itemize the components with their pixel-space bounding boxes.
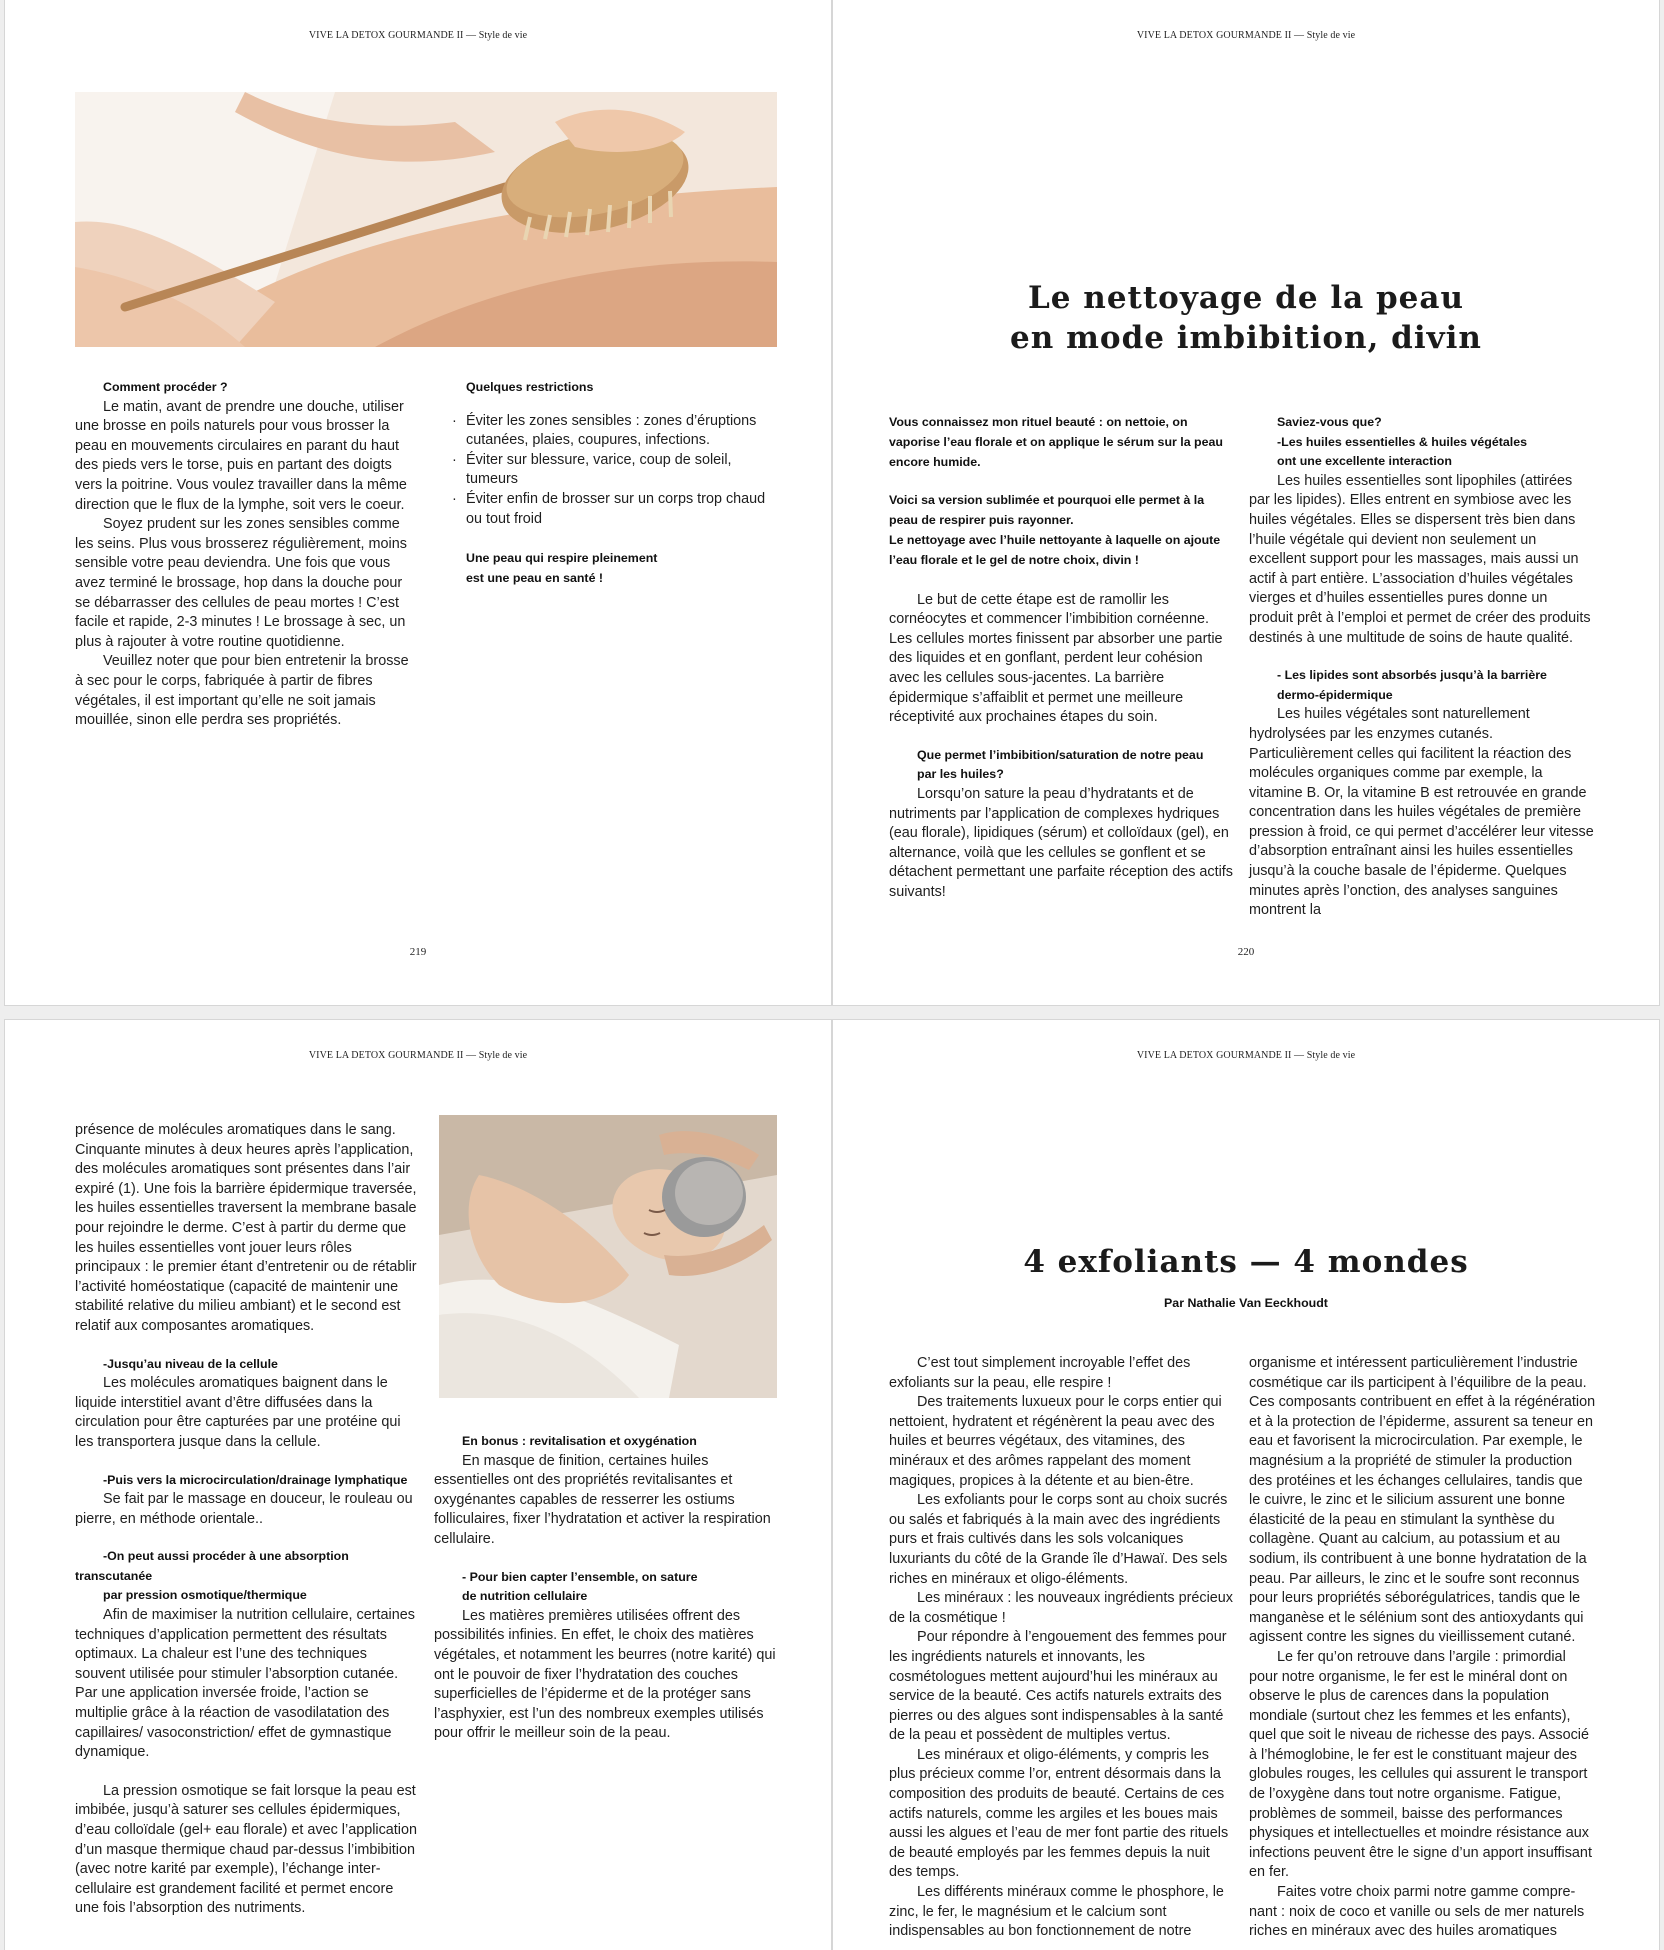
- section-heading: ont une excellente interaction: [1277, 454, 1452, 469]
- tagline: est une peau en santé !: [466, 570, 604, 585]
- intro-text: Vous connaissez mon rituel beauté : on nettoie, on vaporise l’eau florale et on applique le sérum sur la peau encore humide.: [889, 415, 1223, 469]
- tagline: Une peau qui respire pleinement: [466, 551, 658, 566]
- paragraph: Les huiles essentielles sont lipophiles (attirées par les lipides). Elles entrent en symbiose avec les huiles végétales. Elles se dispersent très bien dans l’huile végétale qui devient non seulement un excellent support pour les massages, mais aussi un actif à part entière. L’association d’huiles végétales vierges et d’huiles essentielles pures donne un produit prêt à l’emploi et permet de créer des produits destinés à une multitude de soins de haute qualité.: [1249, 472, 1591, 646]
- title-line: Le nettoyage de la peau: [1027, 280, 1465, 316]
- left-column: [889, 1354, 1235, 1942]
- page-title: 4 exfoliants — 4 mondes: [1023, 1244, 1469, 1280]
- section-heading: par les huiles?: [917, 767, 1004, 782]
- list-item: · Éviter sur blessure, varice, coup de soleil, tumeurs: [456, 451, 780, 490]
- paragraph: organisme et intéressent particulièrement l’industrie cosmétique car ils participent à l’équilibre de la peau. Ces composants contribuent en effet à la régénération et à la protection de l’épiderme, assurent sa teneur en eau et favorisent la microcirculation. Par exemple, le magnésium a la propriété de stimuler la production des protéines et les échanges cellulaires, tandis que le cuivre, le zinc et le silicium assurent une bonne élasticité de la peau en stimulant la synthèse du collagène. Quant au calcium, au potassium et au sodium, ils contribuent à une bonne hydratation de la peau. Par ailleurs, le zinc et le soufre sont reconnus pour leurs propriétés séborégulatrices, tandis que le manganèse et le sélénium sont des antioxydants qui agissent contre les signes du vieillissement cutané.: [1249, 1355, 1596, 1646]
- section-heading: Quelques restrictions: [466, 380, 594, 394]
- page-title: [833, 278, 1659, 358]
- list-item: · Éviter les zones sensibles : zones d’éruptions cutanées, plaies, coupures, infections.: [456, 412, 780, 451]
- page-number: 220: [1237, 946, 1255, 958]
- page-221: [5, 1020, 831, 1950]
- running-head: VIVE LA DETOX GOURMANDE II — Style de vie: [308, 30, 528, 41]
- paragraph: Les minéraux et oligo-éléments, y compris les plus précieux comme l’or, entrent désormais dans la composition des produits de beauté. Certains de ces actifs naturels, comme les argiles et les boues mais aussi les algues et l’eau de mer font partie des rituels de beauté employés par les femmes depuis la nuit des temps.: [889, 1746, 1229, 1881]
- page-222: [833, 1020, 1659, 1950]
- right-column: [434, 1432, 780, 1744]
- paragraph: Lorsqu’on sature la peau d’hydratants et de nutriments par l’application de complexes hydriques (eau florale), lipidiques (sérum) et colloïdaux (gel), en alternance, voilà que les cellules se gonflent et se détachent permettant une parfaite réception des actifs suivants!: [889, 785, 1233, 900]
- paragraph: Les différents minéraux comme le phosphore, le zinc, le fer, le magnésium et le calcium sont indispensables au bon fonctionnement de notre: [889, 1884, 1224, 1940]
- running-head: VIVE LA DETOX GOURMANDE II — Style de vie: [1136, 30, 1356, 41]
- section-heading: dermo-épidermique: [1277, 687, 1393, 702]
- section-heading: -Les huiles essentielles & huiles végétales: [1277, 434, 1527, 449]
- section-heading: -Puis vers la microcirculation/drainage lymphatique: [103, 1472, 408, 1487]
- paragraph: Soyez prudent sur les zones sensibles comme les seins. Plus vous brosserez régulièrement, moins sensible votre peau deviendra. Une fois que vous avez terminé le brossage, hop dans la douche pour se débarrasser des cellules de peau mortes ! C’est facile et rapide, 2-3 minutes ! Le brossage à sec, un plus à rajouter à votre routine quotidienne.: [75, 516, 407, 650]
- byline: Par Nathalie Van Eeckhoudt: [1164, 1296, 1328, 1310]
- left-column: [889, 413, 1235, 902]
- dry-brush-photo: [75, 92, 777, 347]
- section-heading: En bonus : revitalisation et oxygénation: [462, 1434, 697, 1448]
- paragraph: C’est tout simplement incroyable l’effet des exfoliants sur la peau, elle respire !: [889, 1355, 1191, 1391]
- page-number: 219: [409, 946, 427, 958]
- paragraph: Des traitements luxueux pour le corps entier qui nettoient, hydratent et régénèrent la peau avec des huiles et beurres végétaux, des vitamines, des minéraux et des arômes rappelant des moment magiques, propices à la détente et au bien-être.: [889, 1394, 1222, 1489]
- section-heading: Que permet l’imbibition/saturation de notre peau: [917, 747, 1204, 762]
- section-heading: - Pour bien capter l’ensemble, on sature: [462, 1569, 698, 1584]
- paragraph: Les minéraux : les nouveaux ingrédients précieux de la cosmétique !: [889, 1590, 1233, 1626]
- section-heading: Saviez-vous que?: [1277, 415, 1382, 429]
- paragraph: Le but de cette étape est de ramollir les cornéocytes et commencer l’imbibition cornéenne. Les cellules mortes finissent par absorber une partie des liquides et en gonflant, perdent leur cohésion avec les cellules sous-jacentes. La barrière épidermique s’affaiblit et permet une meilleure réceptivité aux prochaines étapes du soin.: [889, 591, 1223, 726]
- paragraph: Les molécules aromatiques baignent dans le liquide interstitiel avant d’être diffusées dans la circulation pour être capturées par une protéine qui les transportera jusque dans la cellule.: [75, 1375, 401, 1450]
- section-heading: de nutrition cellulaire: [462, 1589, 588, 1604]
- title-line: en mode imbibition, divin: [1010, 320, 1482, 356]
- paragraph: présence de molécules aromatiques dans le sang. Cinquante minutes à deux heures après l’application, des molécules aromatiques sont présentes dans l’air expiré (1). Une fois la barrière épidermique traversée, les huiles essentielles traversent la membrane basale pour rejoindre le derme. C’est à partir du derme que les huiles essentielles vont jouer leurs rôles principaux : le premier étant d’entretenir ou de rétablir l’activité homéostatique (capacité de maintenir une stabilité relative du milieu ambiant) et le second est relatif aux composantes aromatiques.: [75, 1122, 417, 1334]
- paragraph: Les huiles végétales sont naturellement hydrolysées par les enzymes cutanés. Particulièrement celles qui facilitent la réaction des molécules organiques comme par exemple, la vitamine B. Or, la vitamine B est retrouvée en grande concentration dans les huiles végétales de première pression à froid, ce qui permet d’accélérer leur vitesse d’absorption entraînant ainsi les huiles essentielles jusqu’à la couche basale de l’épiderme. Quelques minutes après l’onction, des analyses sanguines montrent la: [1249, 706, 1594, 919]
- paragraph: En masque de finition, certaines huiles essentielles ont des propriétés revitalisantes et oxygénantes capables de resserrer les ostiums folliculaires, fixer l’hydratation et activer la respiration cellulaire.: [434, 1452, 771, 1547]
- left-column: [75, 1121, 421, 1919]
- page-219: [5, 0, 831, 1005]
- paragraph: Afin de maximiser la nutrition cellulaire, certaines techniques d’application permettent des résultats optimaux. La chaleur est l’une des techniques souvent utilisée pour stimuler l’absorption cutanée. Par une application inversée froide, l’action se multiplie grâce à la réaction de vasodilatation des capillaires/ vasoconstriction/ effet de gymnastique dynamique.: [75, 1607, 415, 1761]
- page-220: [833, 0, 1659, 1005]
- section-heading: par pression osmotique/thermique: [103, 1588, 307, 1603]
- paragraph: Le matin, avant de prendre une douche, utiliser une brosse en poils naturels pour vous brosser la peau en mouvements circulaires en parant du haut des pieds vers le torse, puis en partant des doigts vers la poitrine. Vous voulez travailler dans la même direction que le flux de la lymphe, soit vers le coeur.: [75, 398, 407, 513]
- intro-text: Voici sa version sublimée et pourquoi elle permet à la peau de respirer puis rayonner.: [889, 493, 1205, 528]
- section-heading: - Les lipides sont absorbés jusqu’à la barrière: [1277, 668, 1547, 683]
- intro-text: Le nettoyage avec l’huile nettoyante à laquelle on ajoute l’eau florale et le gel de notre choix, divin !: [889, 532, 1221, 567]
- paragraph: Les exfoliants pour le corps sont au choix sucrés ou salés et fabriqués à la main avec des ingrédients purs et frais cultivés dans les sols volcaniques luxuriants du côté de la Grande île d’Hawaï. Des sels riches en minéraux et oligo-éléments.: [889, 1492, 1228, 1587]
- paragraph: Veuillez noter que pour bien entretenir la brosse à sec pour le corps, fabriquée à partir de fibres végétales, il est important qu’elle ne soit jamais mouillée, sinon elle perdra ses propriétés.: [75, 653, 409, 729]
- section-heading: -Jusqu’au niveau de la cellule: [103, 1356, 278, 1371]
- right-column: [1249, 1354, 1597, 1942]
- paragraph: Se fait par le massage en douceur, le rouleau ou pierre, en méthode orientale..: [75, 1491, 413, 1527]
- paragraph: Pour répondre à l’engouement des femmes pour les ingrédients naturels et innovants, les cosmétologues mettent aujourd’hui les minéraux au service de la beauté. Ces actifs naturels extraits des pierres ou des algues sont indispensables à la santé de la peau et possèdent de multiples vertus.: [889, 1629, 1227, 1744]
- paragraph: Les matières premières utilisées offrent des possibilités infinies. En effet, le choix des matières végétales, et notamment les beurres (notre karité) qui ont le pouvoir de fixer l’hydratation des couches superficielles de l’épiderme et de la protéger sans l’asphyxier, est l’un des nombreux exemples utilisés pour offrir le meilleur soin de la peau.: [434, 1607, 776, 1742]
- right-column: [438, 378, 780, 588]
- paragraph: La pression osmotique se fait lorsque la peau est imbibée, jusqu’à saturer ses cellules épidermiques, d’eau colloïdale (gel+ eau florale) et avec l’application d’un masque thermique chaud par-dessus l’imbibition (avec notre karité par exemple), l’échange inter-cellulaire est grandement facilité et permet encore une fois l’absorption des nutriments.: [75, 1782, 417, 1917]
- section-heading: -On peut aussi procéder à une absorption transcutanée: [75, 1549, 349, 1583]
- running-head: VIVE LA DETOX GOURMANDE II — Style de vie: [308, 1050, 528, 1061]
- section-heading: Comment procéder ?: [103, 380, 228, 394]
- restrictions-list: [438, 412, 780, 530]
- paragraph: Le fer qu’on retrouve dans l’argile : primordial pour notre organisme, le fer est le minéral dont on observe le plus de carences dans la population mondiale (surtout chez les femmes et les enfants), quel que soit le niveau de richesse des pays. Associé à l’hémoglobine, le fer est le constituant majeur des globules rouges, les cellules qui assurent le transport de l’oxygène dans tout notre organisme. Fatigue, problèmes de sommeil, baisse des performances physiques et intellectuelles et moindre résistance aux infections peuvent être le signe d’un apport insuffisant en fer.: [1249, 1648, 1592, 1881]
- running-head: VIVE LA DETOX GOURMANDE II — Style de vie: [1136, 1050, 1356, 1061]
- facial-massage-photo: [439, 1115, 777, 1398]
- left-column: [75, 378, 417, 731]
- right-column: [1249, 413, 1595, 921]
- paragraph: Faites votre choix parmi notre gamme compre- nant : noix de coco et vanille ou sels de mer naturels riches en minéraux avec des huiles aromatiques: [1249, 1884, 1585, 1940]
- list-item: · Éviter enfin de brosser sur un corps trop chaud ou tout froid: [456, 490, 780, 529]
